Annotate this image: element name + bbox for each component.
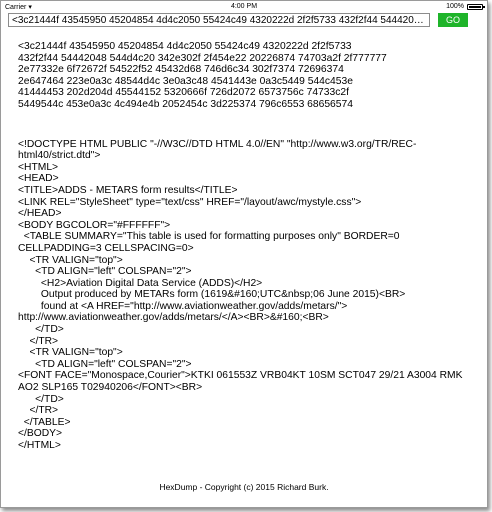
url-input[interactable] [8, 13, 430, 27]
wifi-icon: ▾ [28, 4, 32, 11]
url-toolbar [1, 12, 487, 30]
status-time: 4:00 PM [230, 3, 258, 10]
decoded-html-text: <!DOCTYPE HTML PUBLIC "-//W3C//DTD HTML 4.0//EN" "http://www.w3.org/TR/REC-html40/strict.dtd"> <HTML> <HEAD> <TITLE>ADDS - METARS form results</TITLE> <LINK REL="StyleSheet" type="text/css" HREF="/layout/awc/mystyle.css"> </HEAD> <BODY BGCOLOR="#FFFFFF"> <TABLE SUMMARY="This table is used for formatting purposes only" BORDER=0 CELLPADDING=3 CELLSPACING=0> <TR VALIGN="top"> <TD ALIGN="left" COLSPAN="2"> <H2>Aviation Digital Data Service (ADDS)</H2> Output produced by METARs form (1619&#160;UTC&nbsp;06 June 2015)<BR> found at <A HREF="http://www.aviationweather.gov/adds/metars/"> http://www.aviationweather.gov/adds/metars/</A><BR>&#160;<BR> </TD> </TR> <TR VALIGN="top"> <TD ALIGN="left" COLSPAN="2"> <FONT FACE="Monospace,Courier">KTKI 061553Z VRB04KT 10SM SCT047 29/21 A3004 RMK AO2 SLP165 T02940206</FONT><BR> </TD> </TR> </TABLE> </BODY> </HTML> [18, 138, 463, 451]
battery-indicator [446, 3, 483, 10]
copyright-footer: HexDump - Copyright (c) 2015 Richard Burk. [159, 482, 329, 492]
status-bar [1, 1, 487, 12]
battery-icon [467, 4, 483, 10]
hex-text: <3c21444f 43545950 45204854 4d4c2050 55424c49 4320222d 2f2f5733 432f2f44 54442048 544d4c20 342e302f 2f454e22 20226874 74703a2f 2f777777 2e77332e 6f72672f 54522f52 45432d68 746d6c34 302f7374 72696374 2e647464 223e0a3c 48544d4c 3e0a3c48 4541443e 0a3c5449 544c453e 41444453 202d204d 45544152 5320666f 726d2072 6573756c 74733c2f 5449544c 453e0a3c 4c494e4b 2052454c 3d225374 796c6553 68656574 [18, 41, 387, 110]
go-button[interactable]: GO [438, 13, 468, 27]
carrier-text: Carrier [5, 4, 27, 11]
battery-percent: 100% [446, 3, 464, 10]
hex-dump-output [18, 41, 484, 452]
